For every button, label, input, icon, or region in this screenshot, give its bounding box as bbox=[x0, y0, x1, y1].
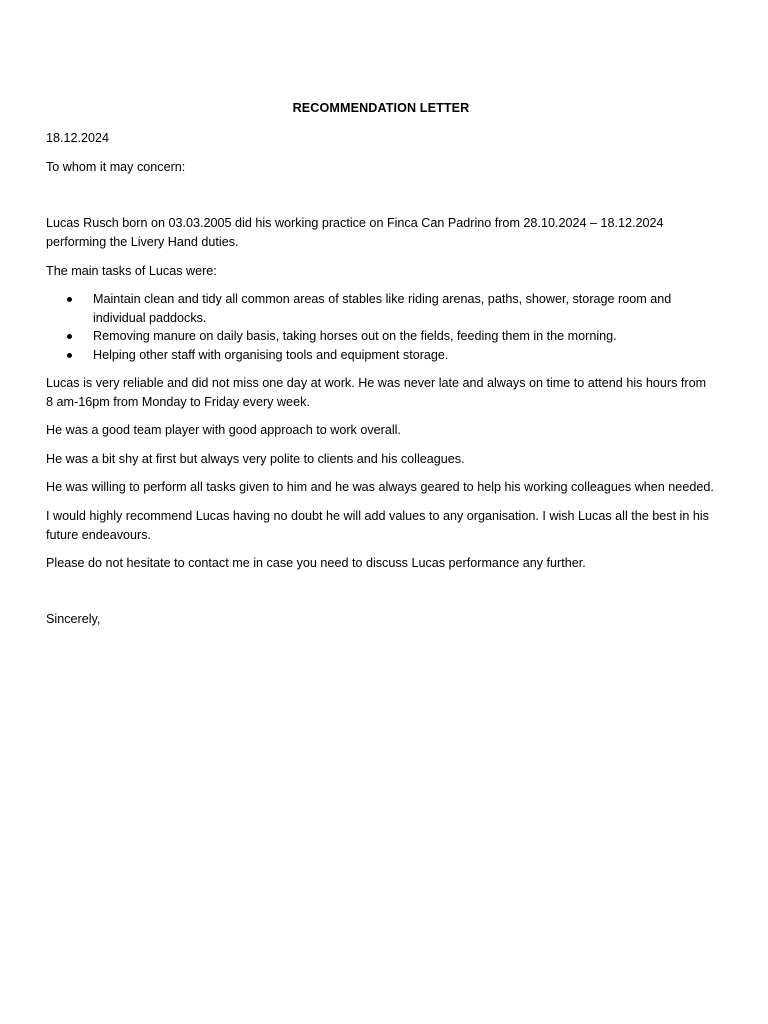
task-item bbox=[46, 327, 716, 346]
willingness-paragraph: He was willing to perform all tasks given to him and he was always geared to help his working colleagues when needed. bbox=[46, 480, 714, 494]
letter-salutation: To whom it may concern: bbox=[46, 159, 186, 174]
teamwork-paragraph: He was a good team player with good approach to work overall. bbox=[46, 423, 401, 437]
task-text: Helping other staff with organising tools and equipment storage. bbox=[93, 347, 449, 362]
contact-paragraph: Please do not hesitate to contact me in case you need to discuss Lucas performance any further. bbox=[46, 556, 586, 570]
personality-paragraph: He was a bit shy at first but always very polite to clients and his colleagues. bbox=[46, 451, 465, 466]
task-text: Removing manure on daily basis, taking horses out on the fields, feeding them in the morning. bbox=[93, 329, 617, 343]
bullet-icon bbox=[67, 353, 72, 358]
letter-title: RECOMMENDATION LETTER bbox=[292, 101, 470, 115]
task-list bbox=[46, 290, 716, 364]
letter-date: 18.12.2024 bbox=[46, 131, 110, 145]
intro-paragraph: Lucas Rusch born on 03.03.2005 did his working practice on Finca Can Padrino from 28.10.2024 – 18.12.2024 performing the Livery Hand duties. bbox=[46, 216, 664, 249]
letter-closing: Sincerely, bbox=[46, 611, 101, 626]
task-text: Maintain clean and tidy all common areas of stables like riding arenas, paths, shower, storage room and individual paddocks. bbox=[93, 292, 672, 325]
bullet-icon bbox=[67, 334, 72, 339]
tasks-heading: The main tasks of Lucas were: bbox=[46, 263, 217, 278]
task-item bbox=[46, 346, 716, 365]
bullet-icon bbox=[67, 297, 72, 302]
spacer bbox=[46, 186, 716, 214]
recommendation-paragraph: I would highly recommend Lucas having no doubt he will add values to any organisation. I wish Lucas all the best in his future endeavours. bbox=[46, 508, 709, 542]
letter-page bbox=[46, 100, 716, 638]
spacer bbox=[46, 583, 716, 610]
task-item bbox=[46, 290, 716, 327]
reliability-paragraph: Lucas is very reliable and did not miss one day at work. He was never late and always on time to attend his hours from 8 am-16pm from Monday to Friday every week. bbox=[46, 375, 707, 409]
